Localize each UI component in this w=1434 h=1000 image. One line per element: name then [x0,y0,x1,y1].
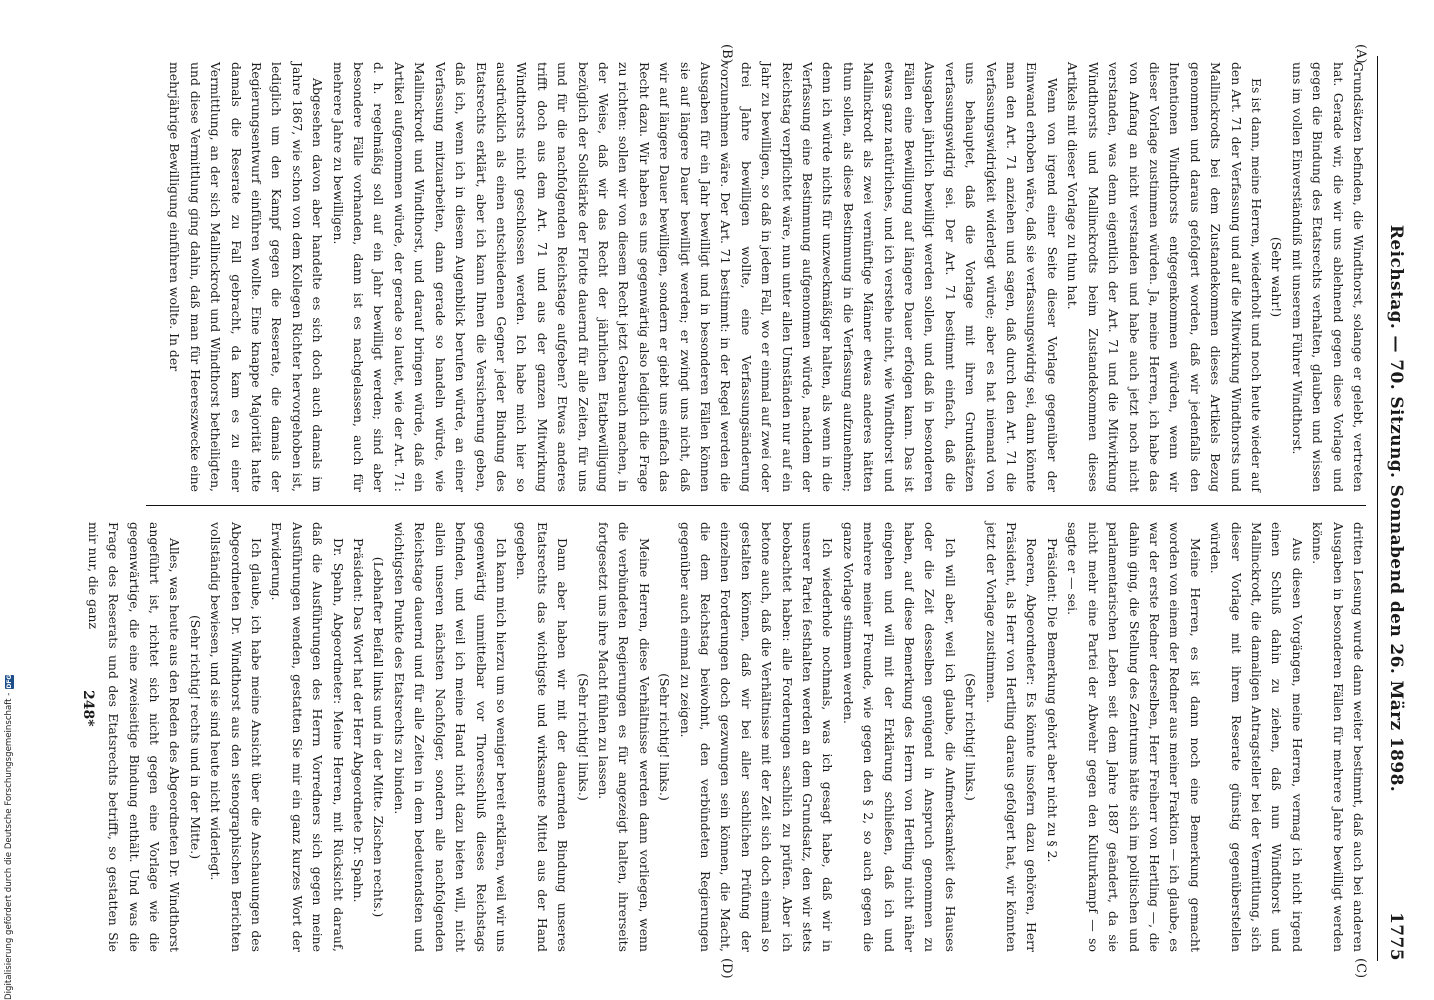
paragraph: Dann aber haben wir mit der dauernden Bindung unseres Etatsrechts das wichtigste und wirksamste Mittel aus der Hand gegeben. [514,522,571,952]
paragraph: Ich wiederhole nochmals, was ich gesagt habe, daß wir in unserer Partei festhalten werden an dem Grundsatz, den wir stets beobachtet haben: alle Forderungen sachlich zu prüfen. Aber ich betone auch, daß die Verhältnisse mit der Zeit sich doch einmal so gestalten können, daß wir bei aller sachlichen Prüfung der einzelnen Forderungen doch gezwungen sein können, die Macht, die dem Reichstag beiwohnt, den verbündeten Regierungen gegenüber auch einmal zu zeigen. [677,522,836,952]
margin-letter-b: (B) [719,44,734,64]
paragraph: Ich glaube, ich habe meine Ansicht über die Anschauungen des Abgeordneten Dr. Windthorst aus den stenographischen Berichten vollständig bewiesen, und sie sind heute nicht widerlegt. [208,522,265,952]
paragraph: Meine Herren, es ist dann noch eine Bemerkung gemacht worden von einem der Redner aus meiner Fraktion — ich glaube, es war der erste Redner derselben, Herr Freiherr von Hertling —, die dahin ging, die Stellung des Zentrums hätte sich im politischen und parlamentarischen Leben seit dem Jahre 1887 geändert, da sie nicht mehr eine Partei der Abwehr gegen den Kulturkampf — so sagte er — sei. [1065,522,1203,952]
margin-letter-d: (D) [719,958,734,979]
left-column [108,62,1368,492]
speaker-paragraph: Dr. Spahn, Abgeordneter: Meine Herren, mit Rücksicht darauf, daß die Ausführungen des Herrn Vorredners sich gegen meine Ausführungen wenden, gestatten Sie mir ein ganz kurzes Wort der Erwiderung. [269,522,346,952]
page-number: 1775 [1386,912,1406,961]
speaker-paragraph: Präsident: Die Bemerkung gehört aber nicht zu § 2. [1044,538,1060,863]
paragraph: Ich kann mich hierzu um so weniger bereit erklären, weil wir uns gegenwärtig unmittelbar vor Thoresschluß dieses Reichstags befinden, und weil ich meine Hand nicht dazu bieten will, nicht allein unseren nächsten Nachfolger, sondern alle nachfolgenden Reichstage dauernd und für alle Zeiten in dem bedeutendsten und wichtigsten Punkte des Etatsrechts zu binden. [391,522,509,952]
attribution-text: Digitalisierung gefördert durch die Deutsche Forschungsgemeinschaft - [4,692,14,1000]
interjection: (Sehr richtig! rechts und in der Mitte.) [187,614,203,860]
interjection: (Sehr richtig! links.) [657,673,673,801]
paragraph: Es ist dann, meine Herren, wiederholt und noch heute wieder auf den Art. 71 der Verfassung und auf die Mitwirkung Windthorsts und Mallinckrodts bei dem Zustandekommen dieses Artikels Bezug genommen und daraus gefolgert worden, daß wir jedenfalls den Intentionen Windthorsts entgegenkommen würden, wenn wir dieser Vorlage zustimmen würden. Ja, meine Herren, ich habe das von Anfang an nicht verstanden und habe auch jetzt noch nicht verstanden, was denn eigentlich der Art. 71 und die Mitwirkung Windthorsts und Mallinckrodts beim Zustandekommen dieses Artikels mit dieser Vorlage zu thun hat. [1065,62,1264,492]
paragraph: Alles, was heute aus den Reden des Abgeordneten Dr. Windthorst angeführt ist, richtet sich nicht gegen eine Vorlage wie die gegenwärtige, die eine zweiseitige Bindung enthält. Und was die Frage des Reserats und des Etatsrechts betrifft, so gestatten Sie mir nur, die ganz [85,522,183,952]
signature-mark: 248* [80,690,96,727]
interjection: (Lebhafter Beifall links und in der Mitte. Zischen rechts.) [371,556,387,918]
paragraph: Grundsätzen befinden, die Windthorst, solange er gelebt, vertreten hat. Gerade wir, die wir uns ablehnend gegen diese Vorlage und gegen die Bindung des Etatsrechts verhalten, glauben und wissen uns im vollen Einverständniß mit unserem Führer Windthorst. [1289,62,1366,492]
paragraph: Aus diesen Vorgängen, meine Herren, vermag ich nicht irgend einen Schluß dahin zu ziehen, daß nun Windthorst und Mallinckrodt, die damaligen Antragsteller bei der Vermittlung, sich dieser Vorlage mit ihrem Reserate günstig gegenüberstellen würden. [1208,522,1305,952]
interjection: (Sehr richtig! links.) [575,673,591,801]
speaker-paragraph: Roeren, Abgeordneter: Es könnte insofern dazu gehören, Herr Präsident, als Herr von Hertling daraus gefolgert hat, wir könnten jetzt der Vorlage zustimmen. [983,522,1040,952]
interjection: (Sehr wahr!) [1269,236,1285,318]
margin-letter-c: (C) [1353,958,1368,979]
column-divider [146,505,1366,506]
dfg-logo-icon: DFG [5,674,13,689]
paragraph: dritten Lesung wurde dann weiter bestimmt, daß auch bei anderen Ausgaben in besonderen Fällen für mehrere Jahre bewilligt werden könne. [1310,522,1366,952]
paragraph: Meine Herren, diese Verhältnisse werden dann vorliegen, wenn die verbündeten Regierungen es für angezeigt halten, ihrerseits fortgesetzt uns ihre Macht fühlen zu lassen. [595,522,652,952]
page-header [1372,56,1412,961]
header-title: Reichstag. — 70. Sitzung. Sonnabend den 26. März 1898. [1386,224,1406,793]
header-rule [1377,56,1378,961]
interjection: (Sehr richtig! links.) [963,673,979,801]
speaker-paragraph: Präsident: Das Wort hat der Herr Abgeordnete Dr. Spahn. [351,538,367,903]
paragraph: Ich will aber, weil ich glaube, die Aufmerksamkeit des Hauses oder die Zeit desselben genügend in Anspruch genommen zu haben, auf diese Bemerkung des Herrn von Hertling nicht näher eingehen und will mit der Erklärung schließen, daß ich und mehrere meiner Freunde, wie gegen den § 2, so auch gegen die ganze Vorlage stimmen werden. [840,522,958,952]
paragraph: Abgesehen davon aber handelte es sich doch auch damals im Jahre 1867, wie schon von dem Kollegen Richter hervorgehoben ist, lediglich um den Kampf gegen die Reserate, die damals der Regierungsentwurf einführen wollte. Eine knappe Majorität hatte damals die Reserate zu Fall gebracht, da kam es zu einer Vermittlung, an der sich Mallinckrodt und Windthorst betheiligten, und diese Vermittlung ging dahin, daß man für Heereszwecke eine mehrjährige Bewilligung einführen wollte. In der [167,62,326,492]
margin-letter-a: (A) [1353,44,1368,64]
paragraph: Wenn von irgend einer Seite dieser Vorlage gegenüber der Einwand erhoben wäre, daß sie verfassungswidrig sei, dann könnte man den Art. 71 anziehen und sagen, daß durch den Art. 71 die Verfassungswidrigkeit widerlegt würde; aber es hat niemand von uns behauptet, daß die Vorlage mit ihren Grundsätzen verfassungswidrig sei. Der Art. 71 bestimmt einfach, daß die Ausgaben jährlich bewilligt werden sollen, und daß in besonderen Fällen eine Bewilligung auf längere Dauer erfolgen kann. Das ist etwas ganz natürliches, und ich verstehe nicht, wie Windthorst und Mallinckrodt als zwei vernünftige Männer etwas anderes hätten thun sollen, als diese Bestimmung in die Verfassung aufzunehmen; denn ich würde nichts für unzweckmäßiger halten, als wenn in die Verfassung eine Bestimmung aufgenommen würde, nachdem der Reichstag verpflichtet wäre, nun unter allen Umständen nur auf ein Jahr zu bewilligen, so daß in jedem Fall, wo er einmal auf zwei oder drei Jahre bewilligen wollte, eine Verfassungsänderung vorzunehmen wäre. Der Art. 71 bestimmt: in der Regel werden die Ausgaben für ein Jahr bewilligt und in besonderen Fällen können sie auf längere Dauer bewilligt werden; er zwingt uns nicht, daß wir auf längere Dauer bewilligen, sondern er giebt uns einfach das Recht dazu. Wir haben es uns gegenwärtig also lediglich die Frage zu richten: sollen wir von diesem Recht jetzt Gebrauch machen, in der Weise, daß wir das Recht der jährlichen Etatbewilligung bezüglich der Sollstärke der Flotte dauernd für alle Zeiten, für uns und für die nachfolgenden Reichstage aufgeben? Etwas anderes trifft doch aus dem Art. 71 und aus der ganzen Mitwirkung Windthorsts nicht geschlossen werden. Ich habe mich hier so ausdrücklich als einen entschiedenen Gegner jeder Bindung des Etatsrechts erklärt, aber ich kann Ihnen die Versicherung geben, daß ich, wenn ich in diesem Augenblick berufen würde, an einer Verfassung mitzuarbeiten, dann gerade so handeln würde, wie Mallinckrodt und Windthorst, und darauf bringen würde, daß ein Artikel aufgenommen würde, der gerade so lautet, wie der Art. 71: d. h. regelmäßig soll auf ein Jahr bewilligt werden; sind aber besondere Fälle vorhanden, dann ist es nachgelassen, auch für mehrere Jahre zu bewilligen. [330,62,1060,492]
